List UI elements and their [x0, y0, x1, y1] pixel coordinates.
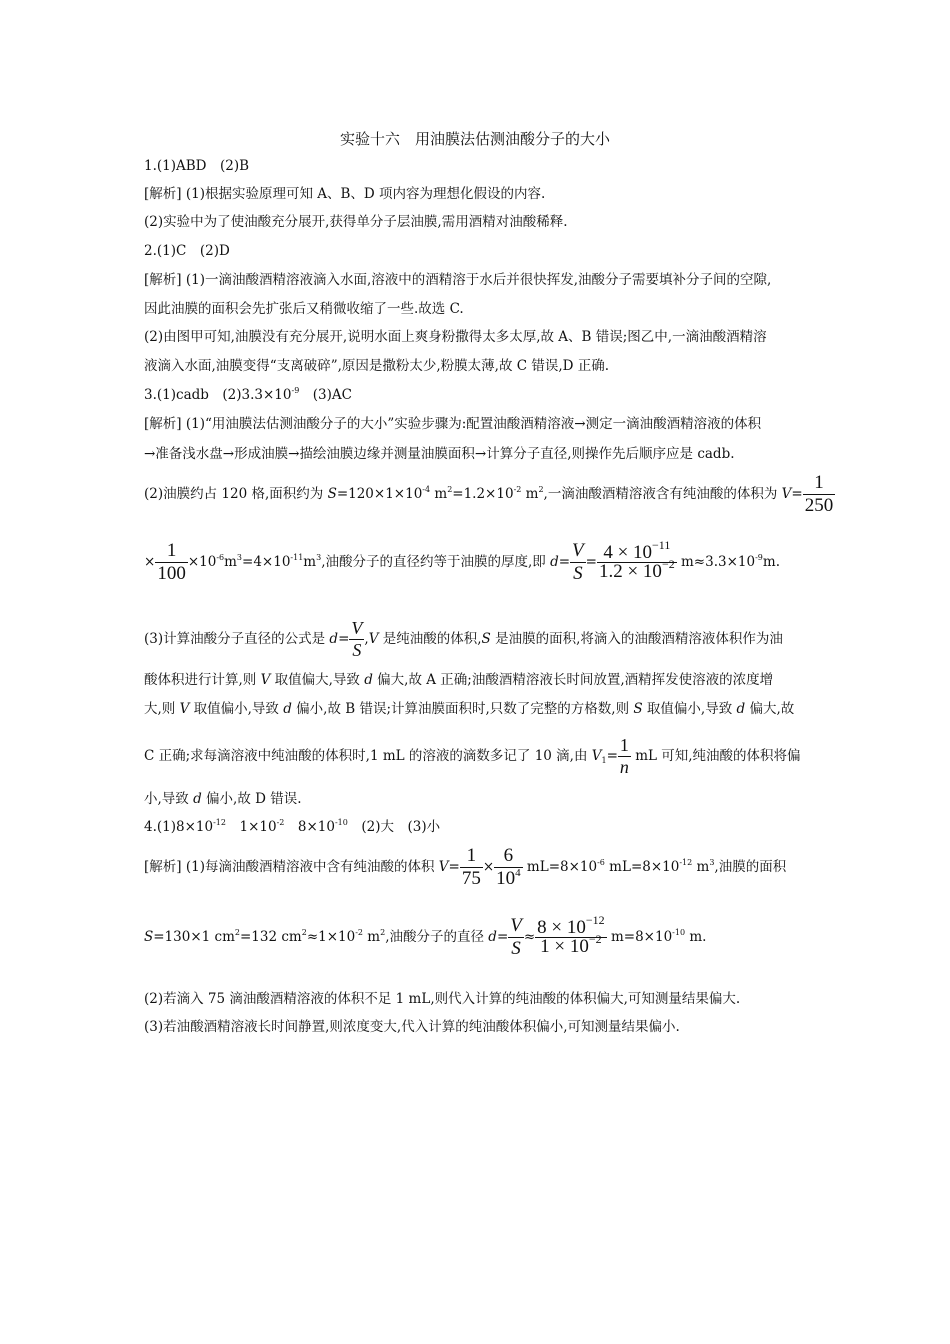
analysis-tag: [解析]: [144, 186, 182, 202]
q2-analysis-1b: 因此油膜的面积会先扩张后又稍微收缩了一些.故选 C.: [144, 301, 464, 317]
fraction-1-over-250: $\frac{1}{250}$: [804, 472, 834, 516]
q3-analysis-1b: →准备浅水盘→形成油膜→描绘油膜边缘并测量油膜面积→计算分子直径,则操作先后顺序应是 cadb.: [144, 446, 735, 462]
fraction-diameter-calc: $\frac{8 \times 10^{-12}}{1 \times 10^{-2}}$: [537, 913, 605, 957]
analysis-tag: [解析]: [144, 272, 182, 288]
q2-answer: 2.(1)C (2)D: [144, 243, 230, 259]
q1-analysis-1: [解析] (1)根据实验原理可知 A、B、D 项内容为理想化假设的内容.: [144, 186, 546, 202]
q3-analysis-2b: × $\frac{1}{100}$ $\times 10^{-6}m^3=4\times 10^{-11}m^3$,油酸分子的直径约等于油膜的厚度,即 d= $\frac{V}{S}$ = $\frac{4 \times 10^{-11}}{1.2 \times 10^{-2}}$ $m\approx 3.3\times 10^{-9}m$.: [144, 538, 780, 584]
q4-analysis-2: (2)若滴入 75 滴油酸酒精溶液的体积不足 1 mL,则代入计算的纯油酸的体积偏大,可知测量结果偏大.: [144, 991, 741, 1007]
fraction-1-over-n: $\frac{1}{n}$: [619, 735, 629, 777]
q3-answer: 3.(1)cadb $(2)3.3\times 10^{-9}$ (3)AC: [144, 386, 352, 403]
q4-analysis-3: (3)若油酸酒精溶液长时间静置,则浓度变大,代入计算的纯油酸体积偏小,可知测量结果偏小.: [144, 1019, 680, 1035]
analysis-tag: [解析]: [144, 416, 182, 432]
q4-analysis-1: [解析] (1)每滴油酸酒精溶液中含有纯油酸的体积 V= $\frac{1}{75}$ × $\frac{6}{10^4}$ $mL=8\times 10^{-6}$ $mL=8\times 10^{-12}$ $m^3$,油膜的面积: [144, 845, 787, 889]
q3-analysis-1: [解析] (1)“用油膜法估测油酸分子的大小”实验步骤为:配置油酸酒精溶液→测定一滴油酸酒精溶液的体积: [144, 416, 762, 432]
q1-answer: 1.(1)ABD (2)B: [144, 158, 250, 174]
q3-analysis-2: (2)油膜约占 120 格,面积约为 $S=120\times 1\times 10^{-4}$ $m^2=1.2\times 10^{-2}$ $m^2$,一滴油酸酒精溶液含有纯油酸的体积为 V= $\frac{1}{250}$: [144, 472, 834, 516]
q3-analysis-3b: 酸体积进行计算,则 V 取值偏大,导致 d 偏大,故 A 正确;油酸酒精溶液长时间放置,酒精挥发使溶液的浓度增: [144, 672, 774, 688]
q1-analysis-2: (2)实验中为了使油酸充分展开,获得单分子层油膜,需用酒精对油酸稀释.: [144, 214, 568, 230]
fraction-1-over-100: $\frac{1}{100}$: [157, 540, 186, 584]
q3-analysis-3: (3)计算油酸分子直径的公式是 d= $\frac{V}{S}$ ,V 是纯油酸的体积,S 是油膜的面积,将滴入的油酸酒精溶液体积作为油: [144, 618, 783, 660]
q2-analysis-2b: 液滴入水面,油膜变得“支离破碎”,原因是撒粉太少,粉膜太薄,故 C 错误,D 正确.: [144, 358, 610, 374]
analysis-tag: [解析]: [144, 859, 182, 875]
fraction-V-over-S: $\frac{V}{S}$: [510, 915, 522, 959]
q3-analysis-3e: 小,导致 d 偏小,故 D 错误.: [144, 791, 302, 807]
q4-analysis-1b: S=130×1 $cm^2=132$ $cm^2\approx 1\times 10^{-2}$ $m^2$,油酸分子的直径 d= $\frac{V}{S}$ ≈ $\frac{8 \times 10^{-12}}{1 \times 10^{-2}}$ $m=8\times 10^{-10}$ m.: [144, 913, 707, 959]
fraction-6-over-10e4: $\frac{6}{10^4}$: [496, 845, 521, 889]
fraction-1-over-75: $\frac{1}{75}$: [461, 845, 481, 889]
q2-analysis-1: [解析] (1)一滴油酸酒精溶液滴入水面,溶液中的酒精溶于水后并很快挥发,油酸分子需要填补分子间的空隙,: [144, 272, 772, 288]
fraction-diameter-calc: $\frac{4 \times 10^{-11}}{1.2 \times 10^{-2}}$: [598, 538, 675, 582]
q4-answer: $4.(1)8\times 10^{-12}$ $1\times 10^{-2}$ $8\times 10^{-10}$ (2)大 (3)小: [144, 818, 441, 835]
fraction-V-over-S: $\frac{V}{S}$: [572, 540, 584, 584]
q3-analysis-3c: 大,则 V 取值偏小,导致 d 偏小,故 B 错误;计算油膜面积时,只数了完整的方格数,则 S 取值偏小,导致 d 偏大,故: [144, 701, 795, 717]
page-title: 实验十六 用油膜法估测油酸分子的大小: [339, 130, 610, 148]
q2-analysis-2: (2)由图甲可知,油膜没有充分展开,说明水面上爽身粉撒得太多太厚,故 A、B 错误;图乙中,一滴油酸酒精溶: [144, 329, 767, 345]
fraction-V-over-S: $\frac{V}{S}$: [351, 618, 363, 660]
q3-analysis-3d: C 正确;求每滴溶液中纯油酸的体积时,1 mL 的溶液的滴数多记了 10 滴,由 $V_1=$ $\frac{1}{n}$ mL 可知,纯油酸的体积将偏: [144, 735, 801, 777]
